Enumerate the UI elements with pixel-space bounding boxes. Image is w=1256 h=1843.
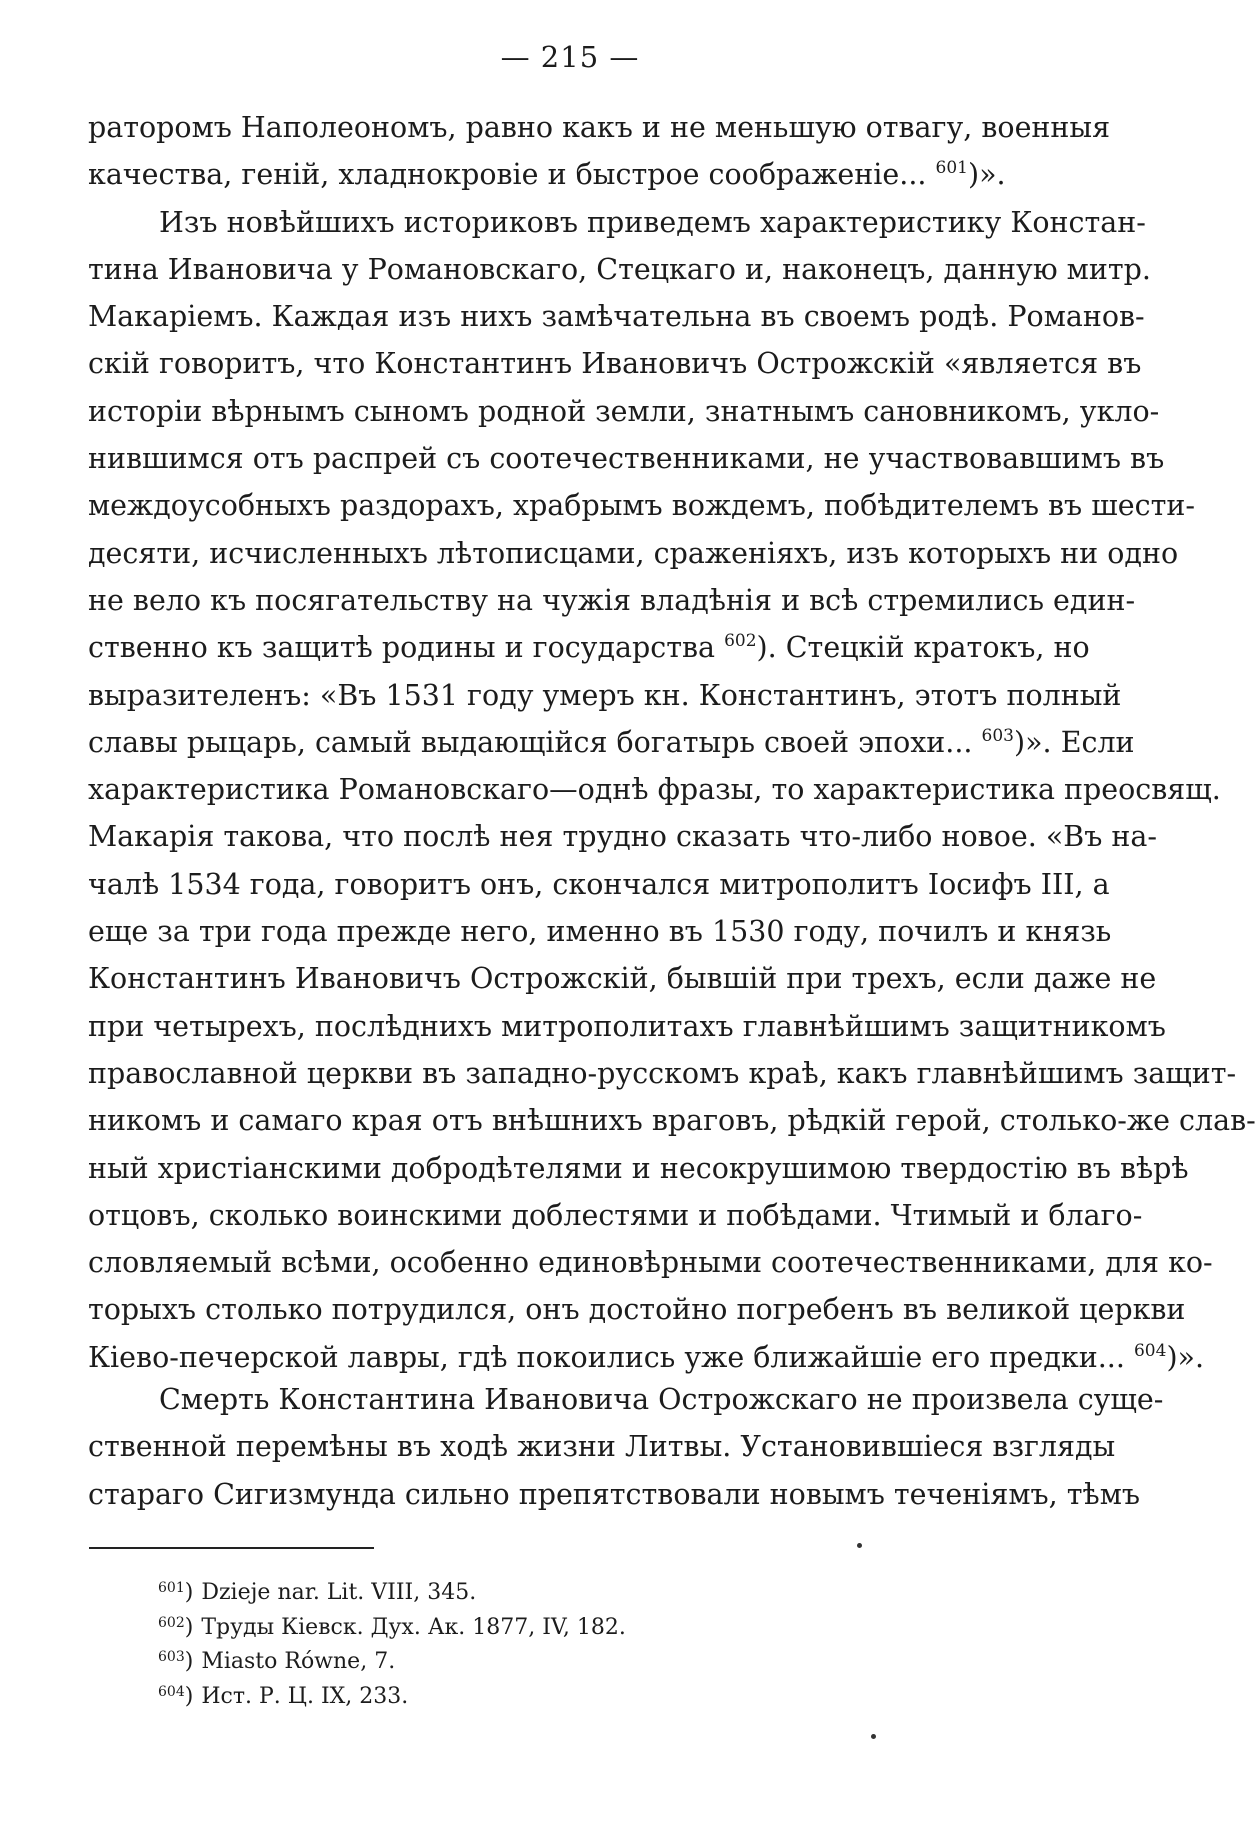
footnote-number: 602: [158, 1614, 185, 1631]
text-line: нившимся отъ распрей съ соотечественниками, не участвовавшимъ въ: [88, 442, 1165, 476]
footnote-number: 604: [158, 1683, 185, 1700]
footnote-text: Труды Кіевск. Дух. Ак. 1877, IV, 182.: [201, 1614, 626, 1640]
text-line: никомъ и самаго края отъ внѣшнихъ враговъ, рѣдкій герой, столько-же слав-: [88, 1104, 1256, 1138]
footnote-601: $^{601}$) Dzieje nar. Lit. VIII, 345.: [158, 1580, 477, 1605]
text-line: скій говоритъ, что Константинъ Ивановичъ Острожскій «является въ: [88, 347, 1142, 381]
footnote-ref-604: 604: [1133, 1340, 1167, 1361]
footnote-ref-601: 601: [935, 158, 968, 179]
text-line: [88, 1334, 1205, 1381]
print-speck: [871, 1734, 876, 1739]
text-line: не вело къ посягательству на чужія владѣнія и всѣ стремились един-: [88, 583, 1136, 617]
text-line: междоусобныхъ раздорахъ, храбрымъ вождемъ, побѣдителемъ въ шести-: [88, 489, 1195, 523]
text-line: Макарія такова, что послѣ нея трудно сказать что-либо новое. «Въ на-: [88, 820, 1158, 854]
text-line: тина Ивановича у Романовскаго, Стецкаго и, наконецъ, данную митр.: [88, 252, 1151, 286]
text-line: чалѣ 1534 года, говоритъ онъ, скончался митрополитъ Іосифъ III, а: [88, 867, 1110, 901]
print-speck: [857, 1543, 862, 1548]
text-segment: )».: [1014, 725, 1052, 759]
footnote-604: $^{604}$) Ист. Р. Ц. IX, 233.: [158, 1683, 409, 1709]
footnote-ref-603: 603: [981, 725, 1014, 746]
text-segment: )».: [1166, 1340, 1205, 1374]
footnotes-list: [158, 1576, 918, 1714]
text-line: Константинъ Ивановичъ Острожскій, бывшій при трехъ, если даже не: [88, 962, 1157, 996]
text-line: выразителенъ: «Въ 1531 году умеръ кн. Константинъ, этотъ полный: [88, 678, 1122, 712]
text-line: словляемый всѣми, особенно единовѣрными соотечественниками, для ко-: [88, 1246, 1213, 1280]
footnote-text: Ист. Р. Ц. IX, 233.: [201, 1683, 409, 1709]
footnote-number: 603: [158, 1649, 185, 1665]
text-line: отцовъ, сколько воинскими доблестями и побѣдами. Чтимый и благо-: [88, 1198, 1143, 1232]
paragraph-main: [88, 104, 1256, 1381]
text-segment: )».: [967, 158, 1006, 192]
text-line: [88, 151, 1082, 198]
text-line: [88, 624, 1090, 671]
text-line: Макаріемъ. Каждая изъ нихъ замѣчательна въ своемъ родѣ. Романов-: [88, 300, 1145, 334]
text-segment: качества, геній, хладнокровіе и быстрое соображеніе...: [88, 158, 927, 192]
text-line: ный христіанскими добродѣтелями и несокрушимою твердостію въ вѣрѣ: [88, 1151, 1189, 1185]
text-line: характеристика Романовскаго—однѣ фразы, то характеристика преосвящ.: [88, 773, 1221, 807]
paragraph-second: [88, 1376, 1164, 1518]
text-line: [88, 719, 1135, 766]
text-segment: ственно къ защитѣ родины и государства: [88, 631, 715, 665]
text-line: еще за три года прежде него, именно въ 1530 году, почилъ и князь: [88, 915, 1112, 949]
text-line: православной церкви въ западно-русскомъ краѣ, какъ главнѣйшимъ защит-: [88, 1056, 1237, 1090]
text-line: десяти, исчисленныхъ лѣтописцами, сраженіяхъ, изъ которыхъ ни одно: [88, 536, 1179, 570]
footnote-603: $^{603}$) Miasto Równe, 7.: [158, 1649, 396, 1674]
footnote-ref-602: 602: [724, 631, 757, 652]
footnote-text: Dzieje nar. Lit. VIII, 345.: [201, 1580, 477, 1605]
text-line: Изъ новѣйшихъ историковъ приведемъ характеристику Констан-: [159, 205, 1146, 239]
text-line: раторомъ Наполеономъ, равно какъ и не меньшую отвагу, военныя: [88, 111, 1111, 144]
footnote-602: $^{602}$) Труды Кіевск. Дух. Ак. 1877, IV, 182.: [158, 1614, 626, 1640]
footnote-number: 601: [158, 1580, 185, 1596]
text-line: ственной перемѣны въ ходѣ жизни Литвы. Установившіеся взгляды: [88, 1430, 1116, 1464]
footnote-text: Miasto Równe, 7.: [201, 1649, 396, 1674]
footnote-separator: [89, 1547, 374, 1549]
page-number: — 215 —: [500, 40, 640, 74]
text-line: торыхъ столько потрудился, онъ достойно погребенъ въ великой церкви: [88, 1293, 1186, 1327]
text-segment: славы рыцарь, самый выдающійся богатырь своей эпохи...: [88, 725, 973, 759]
text-line: исторіи вѣрнымъ сыномъ родной земли, знатнымъ сановникомъ, укло-: [88, 394, 1160, 428]
text-segment: Кіево-печерской лавры, гдѣ покоились уже ближайшіе его предки...: [88, 1340, 1125, 1374]
text-line: стараго Сигизмунда сильно препятствовали новымъ теченіямъ, тѣмъ: [88, 1477, 1141, 1511]
text-segment: Если: [1060, 725, 1135, 759]
text-line: Смерть Константина Ивановича Острожскаго не произвела суще-: [159, 1383, 1164, 1416]
text-segment: ). Стецкій кратокъ, но: [756, 631, 1090, 665]
text-line: при четырехъ, послѣднихъ митрополитахъ главнѣйшимъ защитникомъ: [88, 1009, 1166, 1043]
